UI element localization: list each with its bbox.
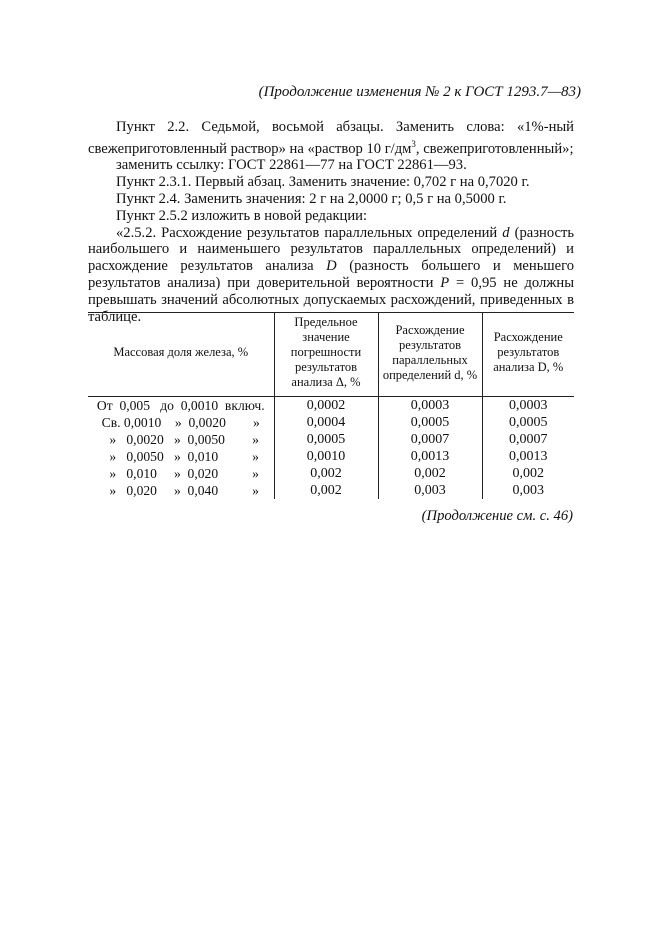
- d-cell: 0,0003: [378, 397, 482, 415]
- table-body: [88, 397, 574, 500]
- D-cell: 0,0003: [482, 397, 574, 415]
- continuation-footer: (Продолжение см. с. 46): [421, 508, 573, 524]
- paragraph-2-2: Пункт 2.2. Седьмой, восьмой абзацы. Заменить слова: «1%-ный свежеприготовленный раствор» на «раствор 10 $г/дм^3$, свежеприготовленный»;: [88, 119, 574, 157]
- table-row: [88, 397, 574, 415]
- paragraph-2-3-1: Пункт 2.3.1. Первый абзац. Заменить значение: 0,702 г на 0,7020 г.: [116, 174, 530, 191]
- header-error-limit: Предельное значение погрешности результатов анализа Δ, %: [274, 313, 378, 397]
- paragraph-2-5-2-text: «2.5.2. Расхождение результатов параллельных определений d (разность наибольшего и наименьшего результатов параллельных определений) и расхождение результатов анализа D (разность большего и меньшего результатов анализа) при доверительной вероятности P = 0,95 не должны превышать значений абсолютных допускаемых расхождений, приведенных в таблице.: [88, 224, 575, 325]
- d-cell: 0,0013: [378, 448, 482, 465]
- d-cell: 0,002: [378, 465, 482, 482]
- d-cell: 0,003: [378, 482, 482, 499]
- range-cell: » 0,010 » 0,020 »: [102, 466, 259, 481]
- header-mass-fraction: Массовая доля железа, %: [88, 313, 274, 397]
- paragraph-2-5-2-intro: Пункт 2.5.2 изложить в новой редакции:: [116, 207, 368, 224]
- tolerance-table: [88, 312, 574, 499]
- d-cell: 0,0005: [378, 414, 482, 431]
- D-cell: 0,0013: [482, 448, 574, 465]
- table-row: [88, 414, 574, 431]
- range-cell: Св. 0,0010 » 0,0020 »: [101, 415, 260, 430]
- d-cell: 0,0007: [378, 431, 482, 448]
- paragraph-2-4: Пункт 2.4. Заменить значения: 2 г на 2,0000 г; 0,5 г на 0,5000 г.: [116, 191, 507, 208]
- range-cell: » 0,020 » 0,040 »: [102, 483, 259, 498]
- table-row: [88, 482, 574, 499]
- table-row: [88, 448, 574, 465]
- delta-cell: 0,002: [274, 465, 378, 482]
- range-cell: » 0,0050 » 0,010 »: [102, 449, 259, 464]
- delta-cell: 0,0010: [274, 448, 378, 465]
- D-cell: 0,003: [482, 482, 574, 499]
- delta-cell: 0,0005: [274, 431, 378, 448]
- paragraph-reference: заменить ссылку: ГОСТ 22861—77 на ГОСТ 22861—93.: [116, 157, 467, 174]
- delta-cell: 0,002: [274, 482, 378, 499]
- document-body: [88, 119, 574, 325]
- header-analysis-discrepancy: Расхождение результатов анализа D, %: [482, 313, 574, 397]
- range-cell: » 0,0020 » 0,0050 »: [102, 432, 259, 447]
- table-row: [88, 465, 574, 482]
- header-parallel-discrepancy: Расхождение результатов параллельных определений d, %: [378, 313, 482, 397]
- D-cell: 0,0007: [482, 431, 574, 448]
- table-header-row: [88, 313, 574, 397]
- D-cell: 0,002: [482, 465, 574, 482]
- D-cell: 0,0005: [482, 414, 574, 431]
- continuation-header: (Продолжение изменения № 2 к ГОСТ 1293.7—83): [258, 84, 581, 100]
- table-row: [88, 431, 574, 448]
- delta-cell: 0,0004: [274, 414, 378, 431]
- delta-cell: 0,0002: [274, 397, 378, 415]
- range-cell: От 0,005 до 0,0010 включ.: [96, 398, 265, 413]
